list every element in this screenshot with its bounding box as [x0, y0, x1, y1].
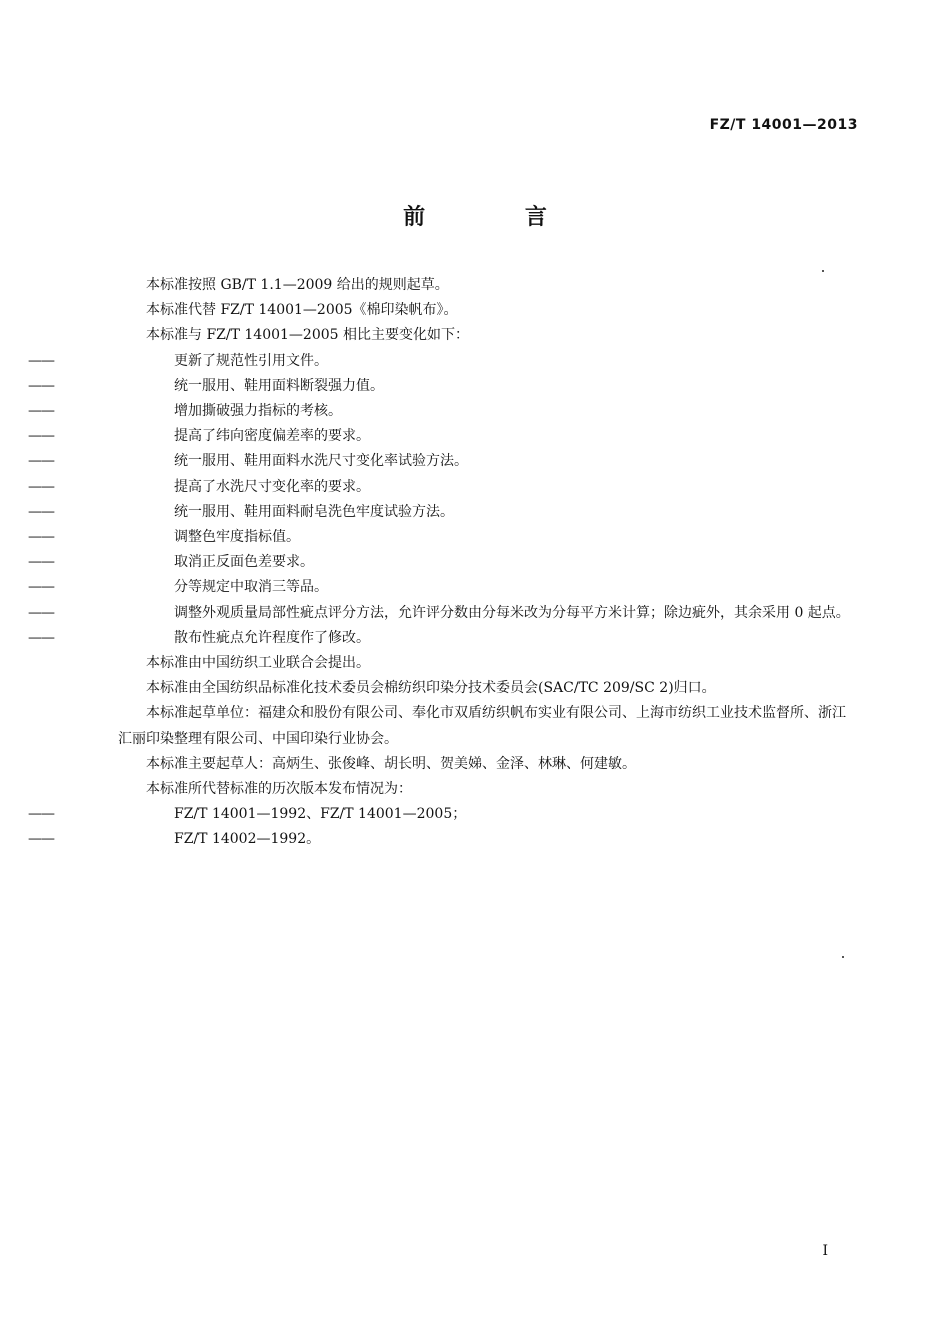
- dash-mark: ——: [28, 604, 54, 621]
- dash-mark: ——: [28, 529, 54, 546]
- change-item: [28, 550, 858, 575]
- dash-mark: ——: [28, 403, 54, 420]
- change-item-text: 更新了规范性引用文件。: [174, 352, 328, 369]
- foreword-body: [28, 273, 858, 853]
- history-item-text: FZ/T 14001—1992、FZ/T 14001—2005；: [174, 806, 467, 823]
- paragraph-drafting-rule: 本标准按照 GB/T 1.1—2009 给出的规则起草。: [146, 277, 449, 293]
- change-item-text: 统一服用、鞋用面料水洗尺寸变化率试验方法。: [174, 453, 468, 470]
- page-number: I: [822, 1243, 828, 1259]
- dash-mark: ——: [28, 554, 54, 571]
- change-item-text: 调整色牢度指标值。: [174, 529, 300, 546]
- change-item: [28, 374, 858, 399]
- change-item-text: 增加撕破强力指标的考核。: [174, 403, 342, 420]
- dash-mark: ——: [28, 806, 54, 823]
- dash-mark: ——: [28, 629, 54, 646]
- scan-speck: [842, 956, 844, 958]
- dash-mark: ——: [28, 579, 54, 596]
- paragraph-drafters: 本标准主要起草人：高炳生、张俊峰、胡长明、贺美娣、金泽、林琳、何建敏。: [146, 755, 636, 772]
- change-item-text: 分等规定中取消三等品。: [174, 579, 328, 596]
- change-item: [28, 601, 858, 626]
- change-item: [28, 500, 858, 525]
- change-item: [28, 475, 858, 500]
- page-title: 前 言: [403, 205, 593, 230]
- change-item: [28, 399, 858, 424]
- change-item: [28, 424, 858, 449]
- history-item: [28, 802, 858, 827]
- dash-mark: ——: [28, 453, 54, 470]
- paragraph-proposed-by: 本标准由中国纺织工业联合会提出。: [146, 655, 370, 672]
- paragraph-changes-intro: 本标准与 FZ/T 14001—2005 相比主要变化如下：: [146, 327, 470, 344]
- change-item: [28, 449, 858, 474]
- change-item-text: 提高了纬向密度偏差率的要求。: [174, 428, 370, 445]
- standard-code: FZ/T 14001—2013: [709, 117, 858, 133]
- paragraph-responsible-committee: 本标准由全国纺织品标准化技术委员会棉纺织印染分技术委员会(SAC/TC 209/SC 2)归口。: [146, 680, 716, 697]
- scan-speck: [822, 270, 824, 272]
- history-item-text: FZ/T 14002—1992。: [174, 831, 321, 848]
- change-item: [28, 575, 858, 600]
- change-item-text: 统一服用、鞋用面料断裂强力值。: [174, 377, 384, 394]
- history-item: [28, 827, 858, 852]
- change-item: [28, 626, 858, 651]
- change-item: [28, 349, 858, 374]
- change-item-text: 统一服用、鞋用面料耐皂洗色牢度试验方法。: [174, 503, 454, 520]
- dash-mark: ——: [28, 503, 54, 520]
- dash-mark: ——: [28, 831, 54, 848]
- paragraph-history-intro: 本标准所代替标准的历次版本发布情况为：: [146, 781, 412, 798]
- change-item-text: 调整外观质量局部性疵点评分方法，允许评分数由分每米改为分每平方米计算；除边疵外，其余采用 0 起点。: [174, 604, 850, 621]
- dash-mark: ——: [28, 352, 54, 369]
- paragraph-drafting-units: 本标准起草单位：福建众和股份有限公司、奉化市双盾纺织帆布实业有限公司、上海市纺织工业技术监督所、浙江汇丽印染整理有限公司、中国印染行业协会。: [118, 705, 846, 747]
- dash-mark: ——: [28, 478, 54, 495]
- dash-mark: ——: [28, 428, 54, 445]
- paragraph-replaces: 本标准代替 FZ/T 14001—2005《棉印染帆布》。: [146, 302, 458, 319]
- change-item-text: 取消正反面色差要求。: [174, 554, 314, 571]
- dash-mark: ——: [28, 377, 54, 394]
- change-item-text: 散布性疵点允许程度作了修改。: [174, 629, 370, 646]
- change-item: [28, 525, 858, 550]
- change-item-text: 提高了水洗尺寸变化率的要求。: [174, 478, 370, 495]
